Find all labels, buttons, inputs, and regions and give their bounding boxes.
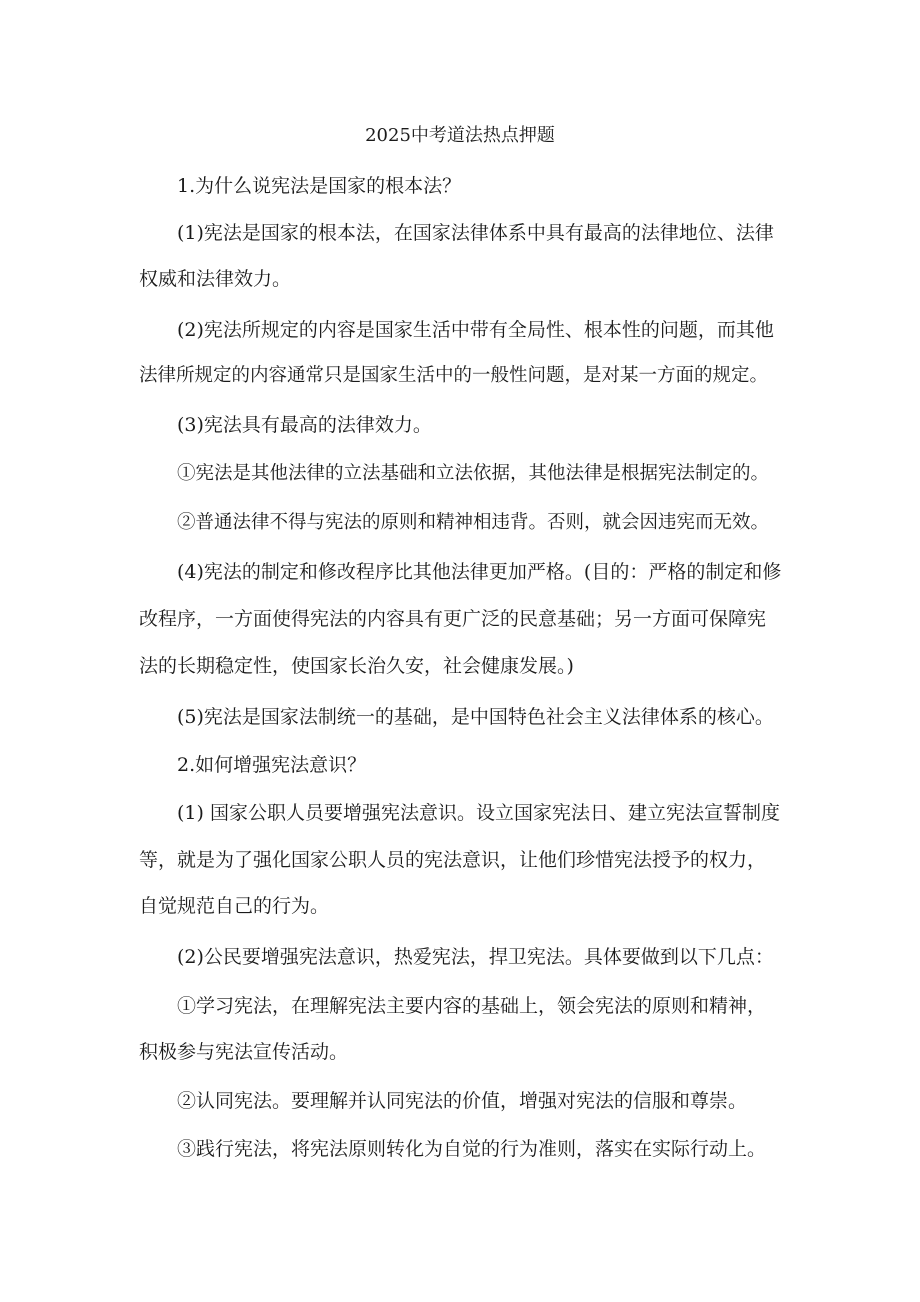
paragraph-line: 自觉规范自己的行为。 xyxy=(139,895,330,917)
paragraph-line: (1) 国家公职人员要增强宪法意识。设立国家宪法日、建立宪法宣誓制度 xyxy=(177,802,780,824)
paragraph-line: (1)宪法是国家的根本法，在国家法律体系中具有最高的法律地位、法律 xyxy=(177,222,774,244)
paragraph-line: 法律所规定的内容通常只是国家生活中的一般性问题，是对某一方面的规定。 xyxy=(139,365,769,386)
paragraph-line: 改程序，一方面使得宪法的内容具有更广泛的民意基础；另一方面可保障宪 xyxy=(139,608,767,630)
question-1-heading: 1.为什么说宪法是国家的根本法？ xyxy=(177,175,462,197)
paragraph-line: ①学习宪法，在理解宪法主要内容的基础上，领会宪法的原则和精神， xyxy=(177,995,767,1017)
paragraph-line: (3)宪法具有最高的法律效力。 xyxy=(177,414,432,436)
paragraph-line: 积极参与宪法宣传活动。 xyxy=(139,1041,349,1063)
paragraph-line: (2)公民要增强宪法意识，热爱宪法，捍卫宪法。具体要做到以下几点： xyxy=(177,946,774,968)
paragraph-line: ③践行宪法，将宪法原则转化为自觉的行为准则，落实在实际行动上。 xyxy=(177,1138,767,1160)
paragraph-line: (5)宪法是国家法制统一的基础，是中国特色社会主义法律体系的核心。 xyxy=(177,706,774,728)
paragraph-line: 权威和法律效力。 xyxy=(139,268,292,290)
paragraph-line: ②认同宪法。要理解并认同宪法的价值，增强对宪法的信服和尊崇。 xyxy=(177,1090,748,1112)
paragraph-line: 法的长期稳定性，使国家长治久安，社会健康发展。) xyxy=(139,655,574,677)
paragraph-line: 等，就是为了强化国家公职人员的宪法意识，让他们珍惜宪法授予的权力， xyxy=(139,849,767,871)
paragraph-line: ②普通法律不得与宪法的原则和精神相违背。否则，就会因违宪而无效。 xyxy=(177,512,770,533)
question-2-heading: 2.如何增强宪法意识？ xyxy=(177,754,367,776)
paragraph-line: ①宪法是其他法律的立法基础和立法依据，其他法律是根据宪法制定的。 xyxy=(177,463,770,484)
document-title: 2025中考道法热点押题 xyxy=(365,125,555,146)
paragraph-line: (2)宪法所规定的内容是国家生活中带有全局性、根本性的问题，而其他 xyxy=(177,319,774,341)
paragraph-line: (4)宪法的制定和修改程序比其他法律更加严格。(目的：严格的制定和修 xyxy=(177,561,782,583)
